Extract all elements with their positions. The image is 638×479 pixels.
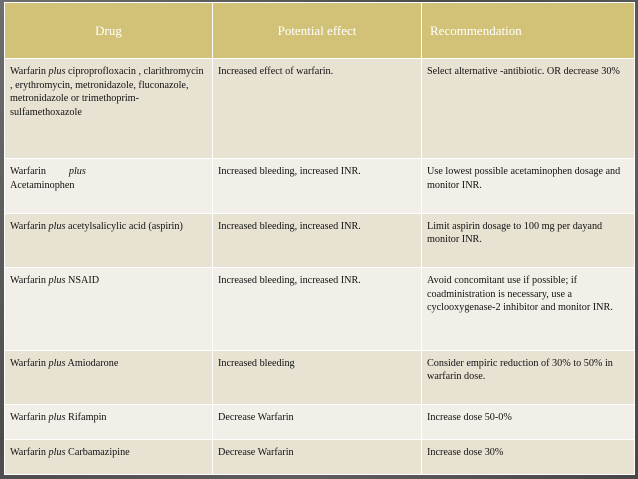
plus-word: plus [48,357,66,369]
recommendation-cell: Select alternative -antibiotic. OR decrease 30% [422,59,635,159]
effect-cell: Decrease Warfarin [213,440,422,475]
interacting-drug: Carbamazipine [68,447,130,459]
recommendation-cell: Limit aspirin dosage to 100 mg per dayand monitor INR. [422,213,635,267]
table-row [5,213,635,267]
drug-cell [5,440,213,475]
interacting-drug: Rifampin [68,412,107,424]
drug-interaction-table-container [4,2,634,475]
drug-cell [5,213,213,267]
drug-name: Warfarin [10,275,46,287]
drug-cell [5,268,213,351]
recommendation-cell: Increase dose 30% [422,440,635,475]
drug-name: Warfarin [10,166,46,178]
header-recommendation: Recommendation [422,3,635,59]
drug-cell [5,59,213,159]
interacting-drug: Amiodarone [67,357,119,369]
plus-word: plus [48,220,66,232]
plus-word: plus [48,66,66,77]
drug-cell [5,405,213,440]
interacting-drug: ciproprofloxacin , clarithromycin , erythromycin, metronidazole, fluconazole, metronidazole or trimethoprim-sulfamethoxazole [10,66,204,118]
effect-cell: Increased bleeding [213,350,422,404]
header-row [5,3,635,59]
table-row [5,350,635,404]
header-potential-effect: Potential effect [213,3,422,59]
effect-cell: Increased bleeding, increased INR. [213,268,422,351]
drug-name: Warfarin [10,357,46,369]
interacting-drug: Acetaminophen [10,179,75,191]
drug-cell [5,350,213,404]
table-row [5,268,635,351]
drug-cell [5,159,213,213]
recommendation-cell: Increase dose 50-0% [422,405,635,440]
header-drug: Drug [5,3,213,59]
interacting-drug: acetylsalicylic acid (aspirin) [68,220,183,232]
table-row [5,405,635,440]
interacting-drug: NSAID [68,275,100,287]
table-row [5,59,635,159]
recommendation-cell: Avoid concomitant use if possible; if coadministration is necessary, use a cyclooxygenase-2 inhibitor and monitor INR. [422,268,635,351]
effect-cell: Increased effect of warfarin. [213,59,422,159]
table-row [5,159,635,213]
effect-cell: Decrease Warfarin [213,405,422,440]
effect-cell: Increased bleeding, increased INR. [213,213,422,267]
effect-cell: Increased bleeding, increased INR. [213,159,422,213]
plus-word: plus [48,447,66,459]
recommendation-cell: Use lowest possible acetaminophen dosage and monitor INR. [422,159,635,213]
drug-name: Warfarin [10,66,46,77]
recommendation-cell: Consider empiric reduction of 30% to 50% in warfarin dose. [422,350,635,404]
plus-word: plus [68,166,86,178]
drug-interaction-table [4,2,635,475]
plus-word: plus [48,275,66,287]
plus-word: plus [48,412,66,424]
drug-name: Warfarin [10,412,46,424]
drug-name: Warfarin [10,447,46,459]
table-row [5,440,635,475]
drug-name: Warfarin [10,220,46,232]
